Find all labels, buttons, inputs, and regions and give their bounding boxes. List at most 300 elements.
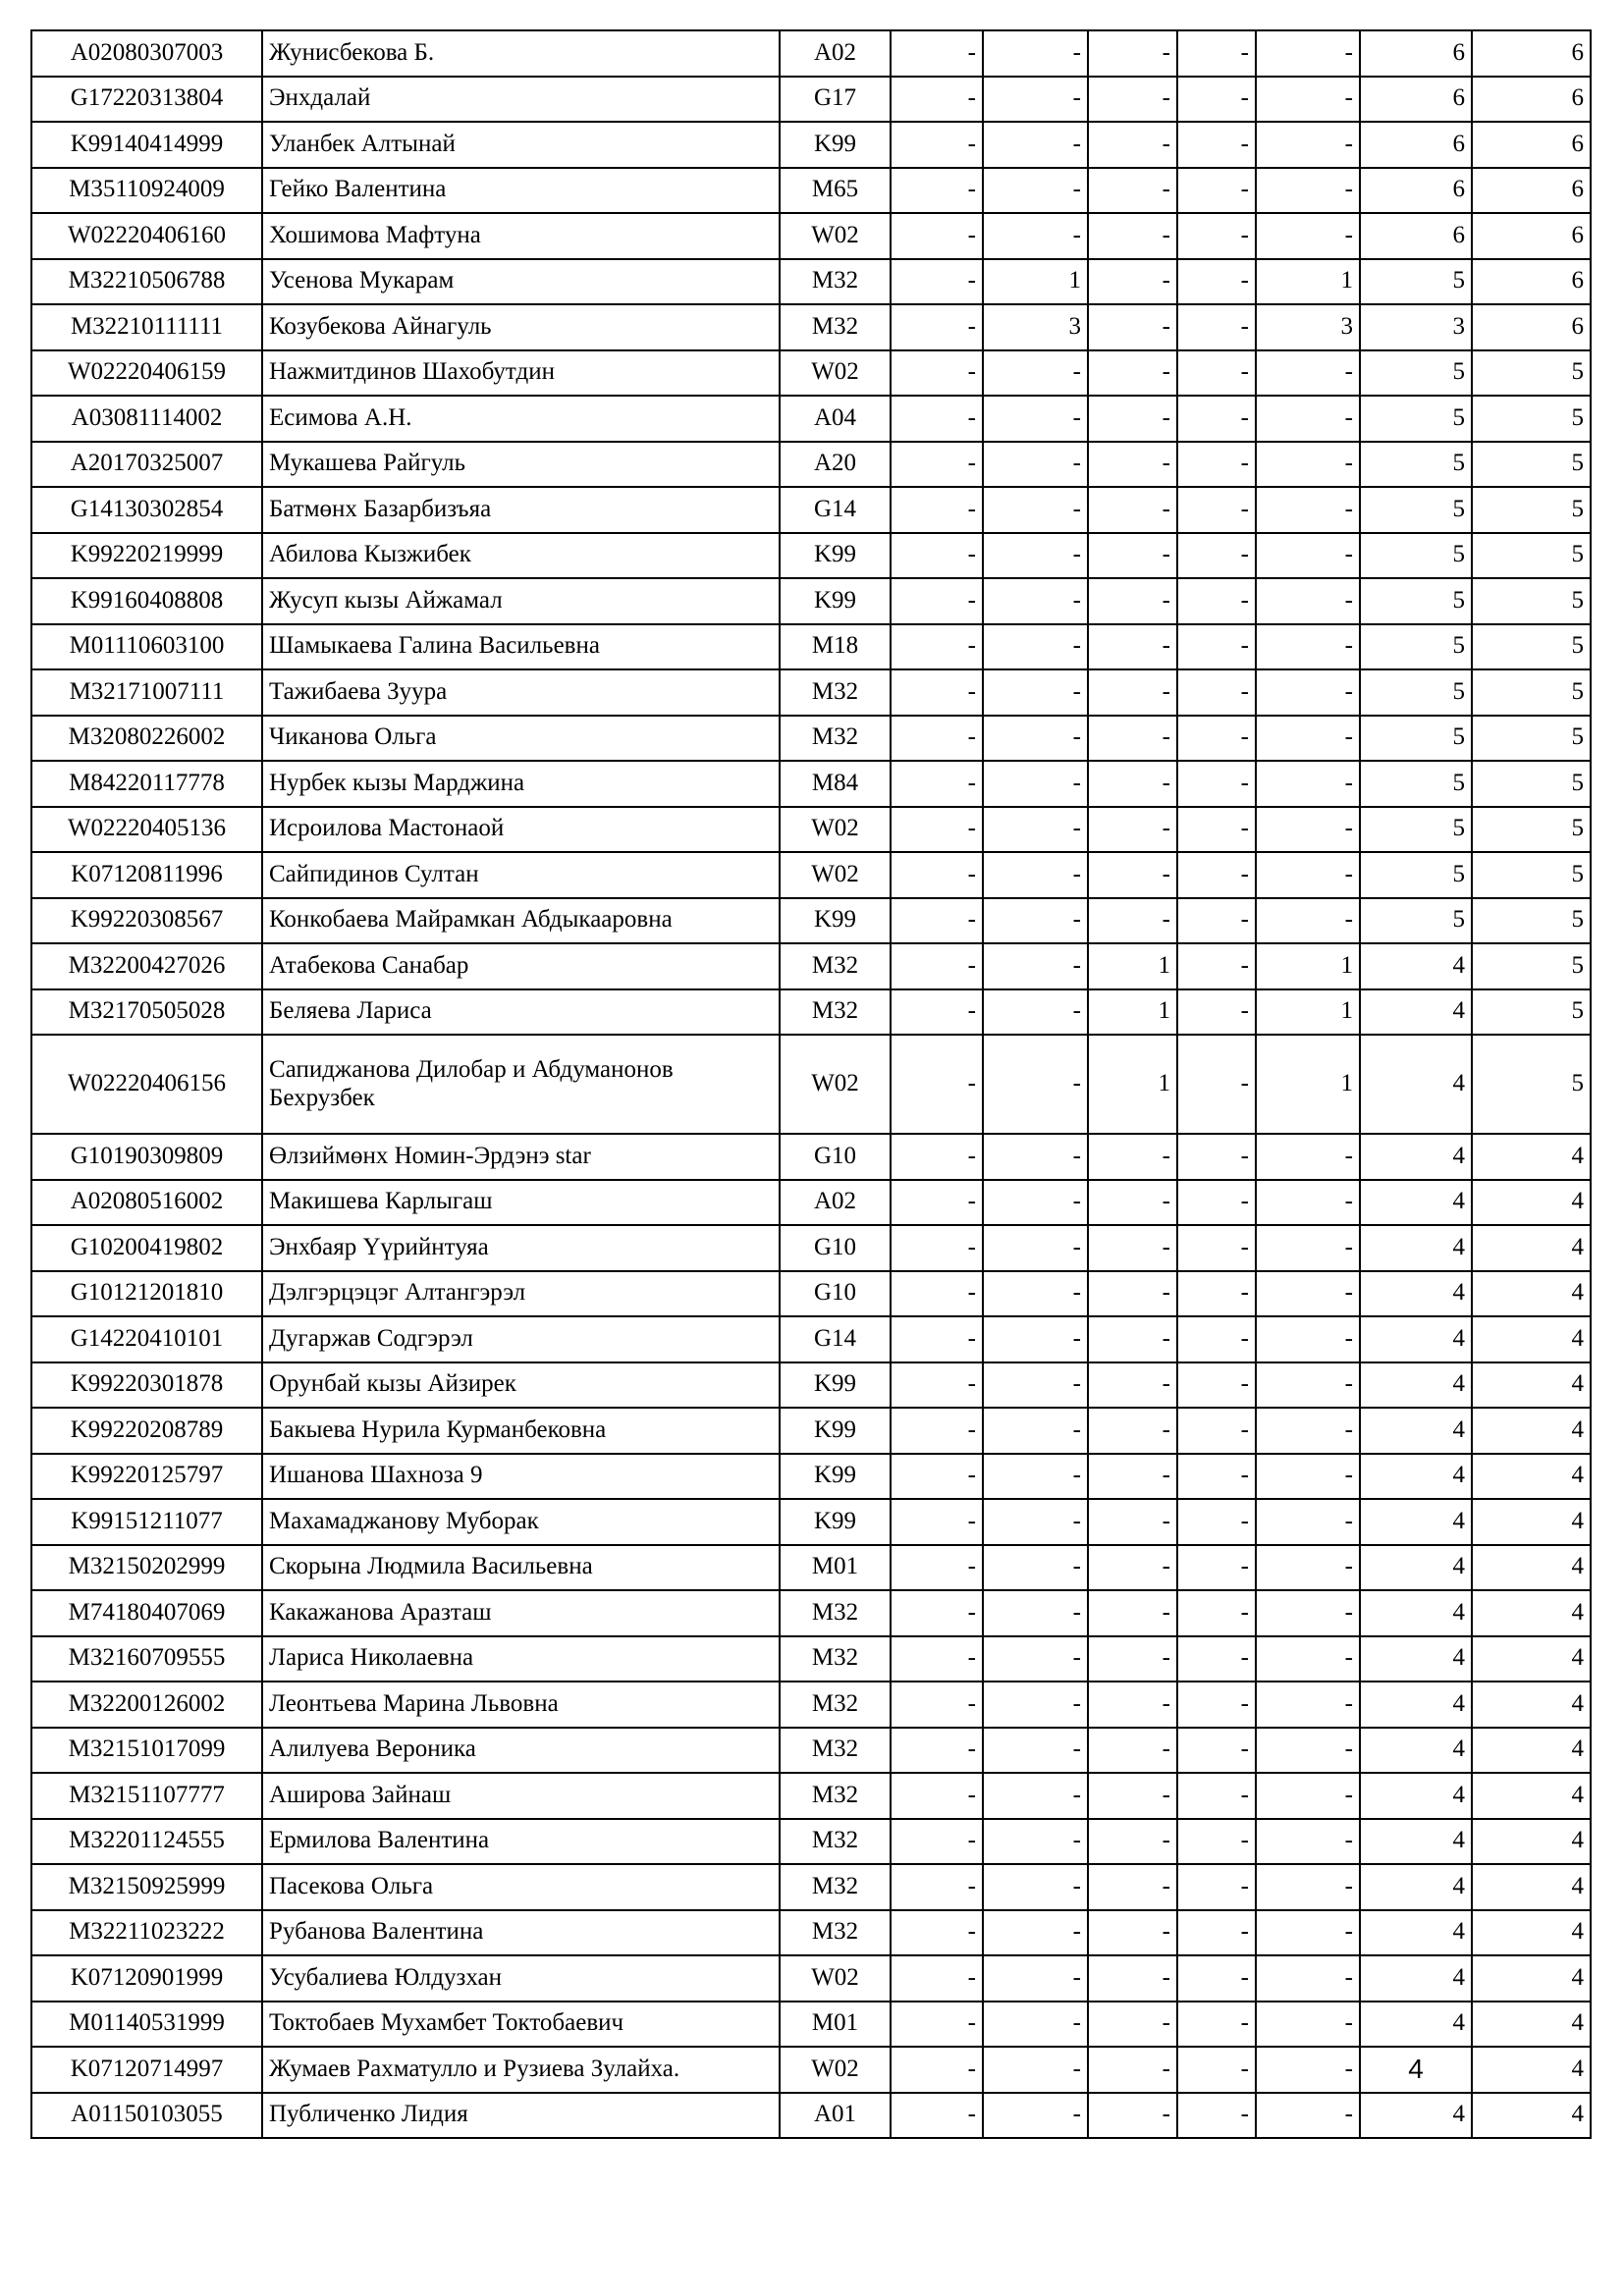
score-cell: 4 <box>1360 1773 1472 1819</box>
table-row <box>31 1035 1591 1134</box>
group-code-cell: G14 <box>780 487 891 533</box>
participant-id-cell: M84220117778 <box>31 761 262 807</box>
score-cell: - <box>983 669 1088 716</box>
score-cell: - <box>1177 1271 1256 1317</box>
score-cell: - <box>891 1035 983 1134</box>
score-cell: 4 <box>1472 1408 1591 1454</box>
participant-id-cell: K99160408808 <box>31 578 262 624</box>
score-cell: - <box>1088 1819 1177 1865</box>
score-cell: - <box>1256 1682 1360 1728</box>
score-cell: 5 <box>1472 533 1591 579</box>
score-cell: - <box>1088 1316 1177 1362</box>
score-cell: - <box>983 716 1088 762</box>
participant-name-cell: Козубекова Айнагуль <box>262 304 780 350</box>
score-cell: 6 <box>1472 30 1591 77</box>
score-cell: - <box>1177 669 1256 716</box>
score-cell: 4 <box>1360 1864 1472 1910</box>
group-code-cell: M01 <box>780 2002 891 2048</box>
score-cell: - <box>1256 578 1360 624</box>
score-cell: - <box>1088 1590 1177 1636</box>
score-cell: 1 <box>1088 989 1177 1036</box>
score-cell: 5 <box>1472 898 1591 944</box>
score-cell: 4 <box>1472 1316 1591 1362</box>
score-cell: - <box>1256 1773 1360 1819</box>
score-cell: 5 <box>1360 624 1472 670</box>
group-code-cell: G17 <box>780 77 891 123</box>
participant-name-cell: Публиченко Лидия <box>262 2093 780 2139</box>
participant-id-cell: A03081114002 <box>31 396 262 442</box>
table-row <box>31 1728 1591 1774</box>
score-cell: 4 <box>1360 2047 1472 2093</box>
score-cell: 5 <box>1360 350 1472 397</box>
score-cell: 6 <box>1472 77 1591 123</box>
score-cell: - <box>983 2093 1088 2139</box>
score-cell: 1 <box>983 259 1088 305</box>
score-cell: - <box>1088 1134 1177 1180</box>
score-cell: - <box>891 1134 983 1180</box>
group-code-cell: A04 <box>780 396 891 442</box>
score-cell: - <box>1088 578 1177 624</box>
score-cell: 4 <box>1472 1180 1591 1226</box>
score-cell: 5 <box>1472 852 1591 898</box>
score-cell: - <box>983 1545 1088 1591</box>
score-cell: 4 <box>1360 1819 1472 1865</box>
score-cell: - <box>983 442 1088 488</box>
results-table <box>30 29 1592 2139</box>
table-row <box>31 122 1591 168</box>
score-cell: - <box>1177 578 1256 624</box>
score-cell: - <box>983 807 1088 853</box>
group-code-cell: K99 <box>780 578 891 624</box>
participant-id-cell: K99220308567 <box>31 898 262 944</box>
score-cell: - <box>1256 1545 1360 1591</box>
participant-id-cell: W02220406159 <box>31 350 262 397</box>
group-code-cell: M32 <box>780 304 891 350</box>
table-row <box>31 1955 1591 2002</box>
score-cell: - <box>1088 168 1177 214</box>
score-cell: - <box>1256 1728 1360 1774</box>
score-cell: - <box>1088 2093 1177 2139</box>
table-row <box>31 1271 1591 1317</box>
score-cell: 1 <box>1256 943 1360 989</box>
score-cell: - <box>1177 1225 1256 1271</box>
score-cell: 4 <box>1360 1590 1472 1636</box>
group-code-cell: W02 <box>780 807 891 853</box>
participant-name-cell: Энхбаяр Үүрийнтуяа <box>262 1225 780 1271</box>
group-code-cell: G14 <box>780 1316 891 1362</box>
score-cell: 4 <box>1472 1773 1591 1819</box>
table-row <box>31 2047 1591 2093</box>
table-body <box>31 30 1591 2138</box>
score-cell: - <box>891 1316 983 1362</box>
score-cell: - <box>891 1728 983 1774</box>
group-code-cell: M32 <box>780 1864 891 1910</box>
table-row <box>31 1682 1591 1728</box>
score-cell: 4 <box>1472 2093 1591 2139</box>
participant-name-cell: Абилова Кызжибек <box>262 533 780 579</box>
score-cell: - <box>1088 304 1177 350</box>
score-cell: 6 <box>1472 213 1591 259</box>
group-code-cell: W02 <box>780 1955 891 2002</box>
score-cell: - <box>1256 716 1360 762</box>
score-cell: 1 <box>1256 1035 1360 1134</box>
score-cell: - <box>891 1271 983 1317</box>
participant-name-cell: Батмөнх Базарбизъяа <box>262 487 780 533</box>
score-cell: - <box>891 807 983 853</box>
score-cell: - <box>1177 533 1256 579</box>
participant-name-cell: Макишева Карлыгаш <box>262 1180 780 1226</box>
participant-name-cell: Есимова А.Н. <box>262 396 780 442</box>
score-cell: 1 <box>1256 259 1360 305</box>
score-cell: - <box>1177 168 1256 214</box>
table-row <box>31 487 1591 533</box>
table-row <box>31 1910 1591 1956</box>
score-cell: - <box>891 2002 983 2048</box>
score-cell: 1 <box>1256 989 1360 1036</box>
participant-id-cell: K07120901999 <box>31 1955 262 2002</box>
score-cell: - <box>1177 1316 1256 1362</box>
score-cell: - <box>891 1773 983 1819</box>
group-code-cell: W02 <box>780 2047 891 2093</box>
score-cell: - <box>891 852 983 898</box>
score-cell: - <box>1256 487 1360 533</box>
score-cell: - <box>1256 1180 1360 1226</box>
score-cell: - <box>983 624 1088 670</box>
table-row <box>31 1134 1591 1180</box>
score-cell: - <box>1177 1864 1256 1910</box>
score-cell: 1 <box>1088 1035 1177 1134</box>
score-cell: - <box>1088 1499 1177 1545</box>
score-cell: - <box>1088 1955 1177 2002</box>
score-cell: - <box>891 716 983 762</box>
score-cell: 4 <box>1472 1454 1591 1500</box>
group-code-cell: M84 <box>780 761 891 807</box>
table-row <box>31 442 1591 488</box>
score-cell: - <box>1177 396 1256 442</box>
participant-name-cell: Лариса Николаевна <box>262 1636 780 1682</box>
score-cell: - <box>983 1180 1088 1226</box>
participant-id-cell: G10200419802 <box>31 1225 262 1271</box>
score-cell: - <box>1177 1590 1256 1636</box>
score-cell: - <box>983 943 1088 989</box>
score-cell: 6 <box>1360 77 1472 123</box>
score-cell: - <box>1088 1454 1177 1500</box>
score-cell: 5 <box>1360 716 1472 762</box>
participant-name-cell: Усенова Мукарам <box>262 259 780 305</box>
participant-id-cell: K99220219999 <box>31 533 262 579</box>
score-cell: - <box>1177 2093 1256 2139</box>
score-cell: 4 <box>1472 1910 1591 1956</box>
score-cell: - <box>1256 1590 1360 1636</box>
participant-id-cell: M32170505028 <box>31 989 262 1036</box>
participant-id-cell: M32150925999 <box>31 1864 262 1910</box>
score-cell: - <box>1177 1035 1256 1134</box>
score-cell: - <box>891 1499 983 1545</box>
score-cell: - <box>891 1454 983 1500</box>
score-cell: 4 <box>1360 1180 1472 1226</box>
participant-id-cell: G10190309809 <box>31 1134 262 1180</box>
table-row <box>31 168 1591 214</box>
table-row <box>31 396 1591 442</box>
score-cell: - <box>983 1499 1088 1545</box>
score-cell: 5 <box>1360 487 1472 533</box>
score-cell: 4 <box>1360 1134 1472 1180</box>
participant-name-cell: Конкобаева Майрамкан Абдыкааровна <box>262 898 780 944</box>
table-row <box>31 624 1591 670</box>
score-cell: - <box>1256 669 1360 716</box>
participant-id-cell: M32151107777 <box>31 1773 262 1819</box>
participant-id-cell: M32210111111 <box>31 304 262 350</box>
participant-name-cell: Шамыкаева Галина Васильевна <box>262 624 780 670</box>
score-cell: 4 <box>1360 1499 1472 1545</box>
table-row <box>31 533 1591 579</box>
score-cell: - <box>1256 533 1360 579</box>
group-code-cell: A02 <box>780 1180 891 1226</box>
group-code-cell: K99 <box>780 533 891 579</box>
score-cell: 4 <box>1472 2047 1591 2093</box>
score-cell: 4 <box>1360 1454 1472 1500</box>
score-cell: 5 <box>1472 716 1591 762</box>
score-cell: - <box>1177 213 1256 259</box>
score-cell: - <box>983 2002 1088 2048</box>
score-cell: - <box>891 1362 983 1409</box>
score-cell: 5 <box>1360 898 1472 944</box>
score-cell: 5 <box>1360 761 1472 807</box>
score-cell: - <box>1256 761 1360 807</box>
table-row <box>31 1819 1591 1865</box>
participant-name-cell: Гейко Валентина <box>262 168 780 214</box>
score-cell: - <box>983 2047 1088 2093</box>
score-cell: - <box>891 669 983 716</box>
participant-id-cell: M32171007111 <box>31 669 262 716</box>
score-cell: 5 <box>1360 442 1472 488</box>
score-cell: - <box>1177 1545 1256 1591</box>
participant-id-cell: M01140531999 <box>31 2002 262 2048</box>
participant-id-cell: G14130302854 <box>31 487 262 533</box>
group-code-cell: G10 <box>780 1271 891 1317</box>
score-cell: 5 <box>1472 807 1591 853</box>
score-cell: - <box>1088 1408 1177 1454</box>
score-cell: - <box>983 168 1088 214</box>
score-cell: 6 <box>1472 122 1591 168</box>
group-code-cell: G10 <box>780 1134 891 1180</box>
participant-id-cell: K99220208789 <box>31 1408 262 1454</box>
group-code-cell: K99 <box>780 1499 891 1545</box>
score-cell: - <box>1088 1362 1177 1409</box>
score-cell: 3 <box>983 304 1088 350</box>
score-cell: 6 <box>1360 213 1472 259</box>
participant-id-cell: M32151017099 <box>31 1728 262 1774</box>
score-cell: 5 <box>1360 578 1472 624</box>
group-code-cell: W02 <box>780 213 891 259</box>
participant-name-cell: Бакыева Нурила Курманбековна <box>262 1408 780 1454</box>
group-code-cell: K99 <box>780 1454 891 1500</box>
score-cell: - <box>1088 807 1177 853</box>
score-cell: - <box>1177 1499 1256 1545</box>
score-cell: 5 <box>1472 669 1591 716</box>
table-row <box>31 943 1591 989</box>
score-cell: - <box>1256 213 1360 259</box>
score-cell: - <box>891 943 983 989</box>
table-row <box>31 1225 1591 1271</box>
score-cell: - <box>983 1362 1088 1409</box>
score-cell: - <box>1177 1636 1256 1682</box>
score-cell: 4 <box>1472 1955 1591 2002</box>
score-cell: 4 <box>1360 989 1472 1036</box>
score-cell: - <box>1177 77 1256 123</box>
participant-name-cell: Мукашева Райгуль <box>262 442 780 488</box>
score-cell: - <box>1177 1910 1256 1956</box>
score-cell: - <box>1256 852 1360 898</box>
score-cell: - <box>1177 807 1256 853</box>
score-cell: - <box>1256 2093 1360 2139</box>
group-code-cell: G10 <box>780 1225 891 1271</box>
score-cell: - <box>1256 1454 1360 1500</box>
score-cell: - <box>891 1864 983 1910</box>
score-cell: - <box>891 1225 983 1271</box>
score-cell: - <box>891 304 983 350</box>
table-row <box>31 1590 1591 1636</box>
group-code-cell: M32 <box>780 989 891 1036</box>
participant-name-cell: Тажибаева Зуура <box>262 669 780 716</box>
score-cell: - <box>983 1819 1088 1865</box>
table-row <box>31 77 1591 123</box>
group-code-cell: M32 <box>780 943 891 989</box>
score-cell: - <box>891 442 983 488</box>
score-cell: 4 <box>1472 1134 1591 1180</box>
score-cell: 4 <box>1472 1636 1591 1682</box>
score-cell: - <box>891 122 983 168</box>
group-code-cell: M32 <box>780 716 891 762</box>
score-cell: 4 <box>1360 1225 1472 1271</box>
score-cell: - <box>1088 852 1177 898</box>
score-cell: - <box>983 578 1088 624</box>
score-cell: 4 <box>1472 2002 1591 2048</box>
score-cell: - <box>983 761 1088 807</box>
score-cell: - <box>1088 122 1177 168</box>
score-cell: 4 <box>1360 1682 1472 1728</box>
table-row <box>31 213 1591 259</box>
score-cell: - <box>891 1545 983 1591</box>
participant-id-cell: M32160709555 <box>31 1636 262 1682</box>
score-cell: 5 <box>1472 442 1591 488</box>
score-cell: - <box>1177 30 1256 77</box>
score-cell: - <box>1088 1864 1177 1910</box>
score-cell: - <box>1177 1773 1256 1819</box>
participant-name-cell: Аширова Зайнаш <box>262 1773 780 1819</box>
score-cell: - <box>1177 1454 1256 1500</box>
score-cell: - <box>983 989 1088 1036</box>
score-cell: - <box>983 1728 1088 1774</box>
table-row <box>31 898 1591 944</box>
participant-id-cell: W02220406156 <box>31 1035 262 1134</box>
participant-name-cell: Өлзиймөнх Номин-Эрдэнэ star <box>262 1134 780 1180</box>
score-cell: - <box>983 1682 1088 1728</box>
participant-name-cell: Алилуева Вероника <box>262 1728 780 1774</box>
participant-name-cell: Нурбек кызы Марджина <box>262 761 780 807</box>
score-cell: - <box>1177 1728 1256 1774</box>
score-cell: - <box>1177 852 1256 898</box>
group-code-cell: M32 <box>780 669 891 716</box>
table-row <box>31 350 1591 397</box>
score-cell: 4 <box>1360 1271 1472 1317</box>
score-cell: - <box>1177 1819 1256 1865</box>
participant-id-cell: G10121201810 <box>31 1271 262 1317</box>
score-cell: - <box>1256 807 1360 853</box>
participant-name-cell: Дугаржав Содгэрэл <box>262 1316 780 1362</box>
group-code-cell: M65 <box>780 168 891 214</box>
score-cell: - <box>891 2093 983 2139</box>
score-cell: - <box>983 1910 1088 1956</box>
score-cell: - <box>1256 1408 1360 1454</box>
score-cell: 4 <box>1360 943 1472 989</box>
participant-name-cell: Леонтьева Марина Львовна <box>262 1682 780 1728</box>
group-code-cell: K99 <box>780 122 891 168</box>
score-cell: 5 <box>1472 578 1591 624</box>
score-cell: - <box>1088 1225 1177 1271</box>
score-cell: 5 <box>1472 624 1591 670</box>
score-cell: - <box>1177 1955 1256 2002</box>
participant-name-cell: Исроилова Мастонаой <box>262 807 780 853</box>
score-cell: - <box>1256 1271 1360 1317</box>
score-cell: - <box>891 898 983 944</box>
score-cell: - <box>1256 442 1360 488</box>
participant-id-cell: K99220301878 <box>31 1362 262 1409</box>
score-cell: - <box>1256 1362 1360 1409</box>
score-cell: - <box>1256 1955 1360 2002</box>
group-code-cell: M01 <box>780 1545 891 1591</box>
score-cell: - <box>983 1225 1088 1271</box>
participant-name-cell: Скорына Людмила Васильевна <box>262 1545 780 1591</box>
score-cell: 4 <box>1360 1408 1472 1454</box>
score-cell: - <box>983 1134 1088 1180</box>
score-cell: - <box>983 213 1088 259</box>
table-row <box>31 1408 1591 1454</box>
table-row <box>31 578 1591 624</box>
score-cell: - <box>1256 1225 1360 1271</box>
table-row <box>31 1499 1591 1545</box>
group-code-cell: M32 <box>780 1636 891 1682</box>
score-cell: - <box>891 487 983 533</box>
score-cell: - <box>1177 487 1256 533</box>
group-code-cell: M32 <box>780 1819 891 1865</box>
table-row <box>31 2093 1591 2139</box>
participant-name-cell: Энхдалай <box>262 77 780 123</box>
participant-name-cell: Рубанова Валентина <box>262 1910 780 1956</box>
score-cell: 4 <box>1472 1864 1591 1910</box>
participant-name-cell: Ишанова Шахноза 9 <box>262 1454 780 1500</box>
score-cell: - <box>1177 989 1256 1036</box>
score-cell: 4 <box>1472 1499 1591 1545</box>
score-cell: - <box>983 1955 1088 2002</box>
table-row <box>31 304 1591 350</box>
score-cell: 4 <box>1360 1362 1472 1409</box>
group-code-cell: M32 <box>780 1590 891 1636</box>
score-cell: - <box>891 2047 983 2093</box>
score-cell: - <box>1088 1910 1177 1956</box>
score-cell: - <box>983 898 1088 944</box>
score-cell: - <box>983 30 1088 77</box>
score-cell: 5 <box>1472 350 1591 397</box>
group-code-cell: A01 <box>780 2093 891 2139</box>
score-cell: - <box>891 1180 983 1226</box>
score-cell: - <box>1256 1636 1360 1682</box>
participant-name-cell: Какажанова Аразташ <box>262 1590 780 1636</box>
score-cell: 1 <box>1088 943 1177 989</box>
table-row <box>31 2002 1591 2048</box>
participant-name-cell: Жусуп кызы Айжамал <box>262 578 780 624</box>
score-cell: - <box>983 1408 1088 1454</box>
